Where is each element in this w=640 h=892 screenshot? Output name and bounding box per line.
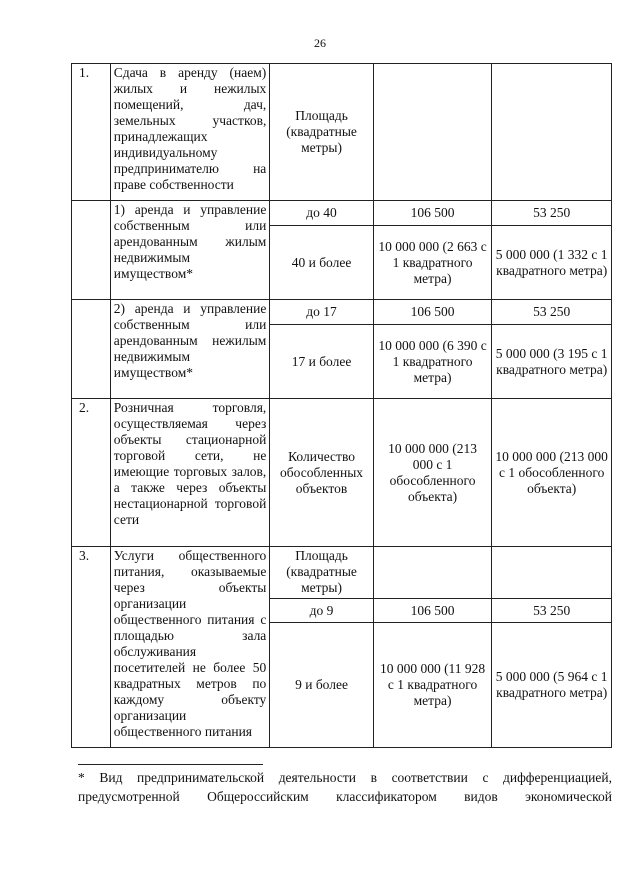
table-row <box>72 201 612 226</box>
value-cell: 10 000 000 (11 928 с 1 квадратного метра) <box>373 623 492 748</box>
activity-cell: 1) аренда и управление собственным или арендованным жилым недвижимым имуществом* <box>110 201 270 300</box>
table-row <box>72 300 612 325</box>
value-cell: 53 250 <box>492 201 612 226</box>
table-row <box>72 547 612 599</box>
range-cell: до 40 <box>270 201 373 226</box>
row-number: 2. <box>72 399 111 547</box>
footnote: * Вид предпринимательской деятельности в соответствии с дифференциацией, предусмотренной Общероссийским классификатором видов экономической <box>78 770 612 804</box>
indicator-cell: Площадь (квадратные метры) <box>270 547 373 599</box>
range-cell: 9 и более <box>270 623 373 748</box>
value-cell: 5 000 000 (5 964 с 1 квадратного метра) <box>492 623 612 748</box>
value-cell <box>373 547 492 599</box>
value-cell: 53 250 <box>492 599 612 623</box>
value-cell: 53 250 <box>492 300 612 325</box>
value-cell: 10 000 000 (6 390 с 1 квадратного метра) <box>373 325 492 399</box>
value-cell: 10 000 000 (213 000 с 1 обособленного объекта) <box>373 399 492 547</box>
indicator-cell: Площадь (квадратные метры) <box>270 64 373 201</box>
value-cell: 10 000 000 (2 663 с 1 квадратного метра) <box>373 226 492 300</box>
value-cell: 106 500 <box>373 300 492 325</box>
value-cell <box>492 64 612 201</box>
row-number: 3. <box>72 547 111 748</box>
activity-cell: Услуги общественного питания, оказываемые через объекты организации общественного питания с площадью зала обслуживания посетителей не более 50 квадратных метров по каждому объекту организации общественного питания <box>110 547 270 748</box>
table-row <box>72 399 612 547</box>
row-number <box>72 201 111 300</box>
value-cell: 5 000 000 (3 195 с 1 квадратного метра) <box>492 325 612 399</box>
range-cell: до 17 <box>270 300 373 325</box>
rates-table <box>71 63 612 748</box>
row-number <box>72 300 111 399</box>
indicator-cell: Количество обособленных объектов <box>270 399 373 547</box>
footnote-separator <box>78 764 263 765</box>
value-cell: 106 500 <box>373 201 492 226</box>
range-cell: 40 и более <box>270 226 373 300</box>
page-number: 26 <box>314 36 326 50</box>
activity-cell: Сдача в аренду (наем) жилых и нежилых помещений, дач, земельных участков, принадлежащих индивидуальному предпринимателю на праве собственности <box>110 64 270 201</box>
value-cell <box>373 64 492 201</box>
value-cell <box>492 547 612 599</box>
table-row <box>72 64 612 201</box>
range-cell: до 9 <box>270 599 373 623</box>
value-cell: 5 000 000 (1 332 с 1 квадратного метра) <box>492 226 612 300</box>
value-cell: 10 000 000 (213 000 с 1 обособленного объекта) <box>492 399 612 547</box>
range-cell: 17 и более <box>270 325 373 399</box>
activity-cell: 2) аренда и управление собственным или арендованным нежилым недвижимым имуществом* <box>110 300 270 399</box>
value-cell: 106 500 <box>373 599 492 623</box>
row-number: 1. <box>72 64 111 201</box>
activity-cell: Розничная торговля, осуществляемая через объекты стационарной торговой сети, не имеющие торговых залов, а также через объекты нестационарной торговой сети <box>110 399 270 547</box>
